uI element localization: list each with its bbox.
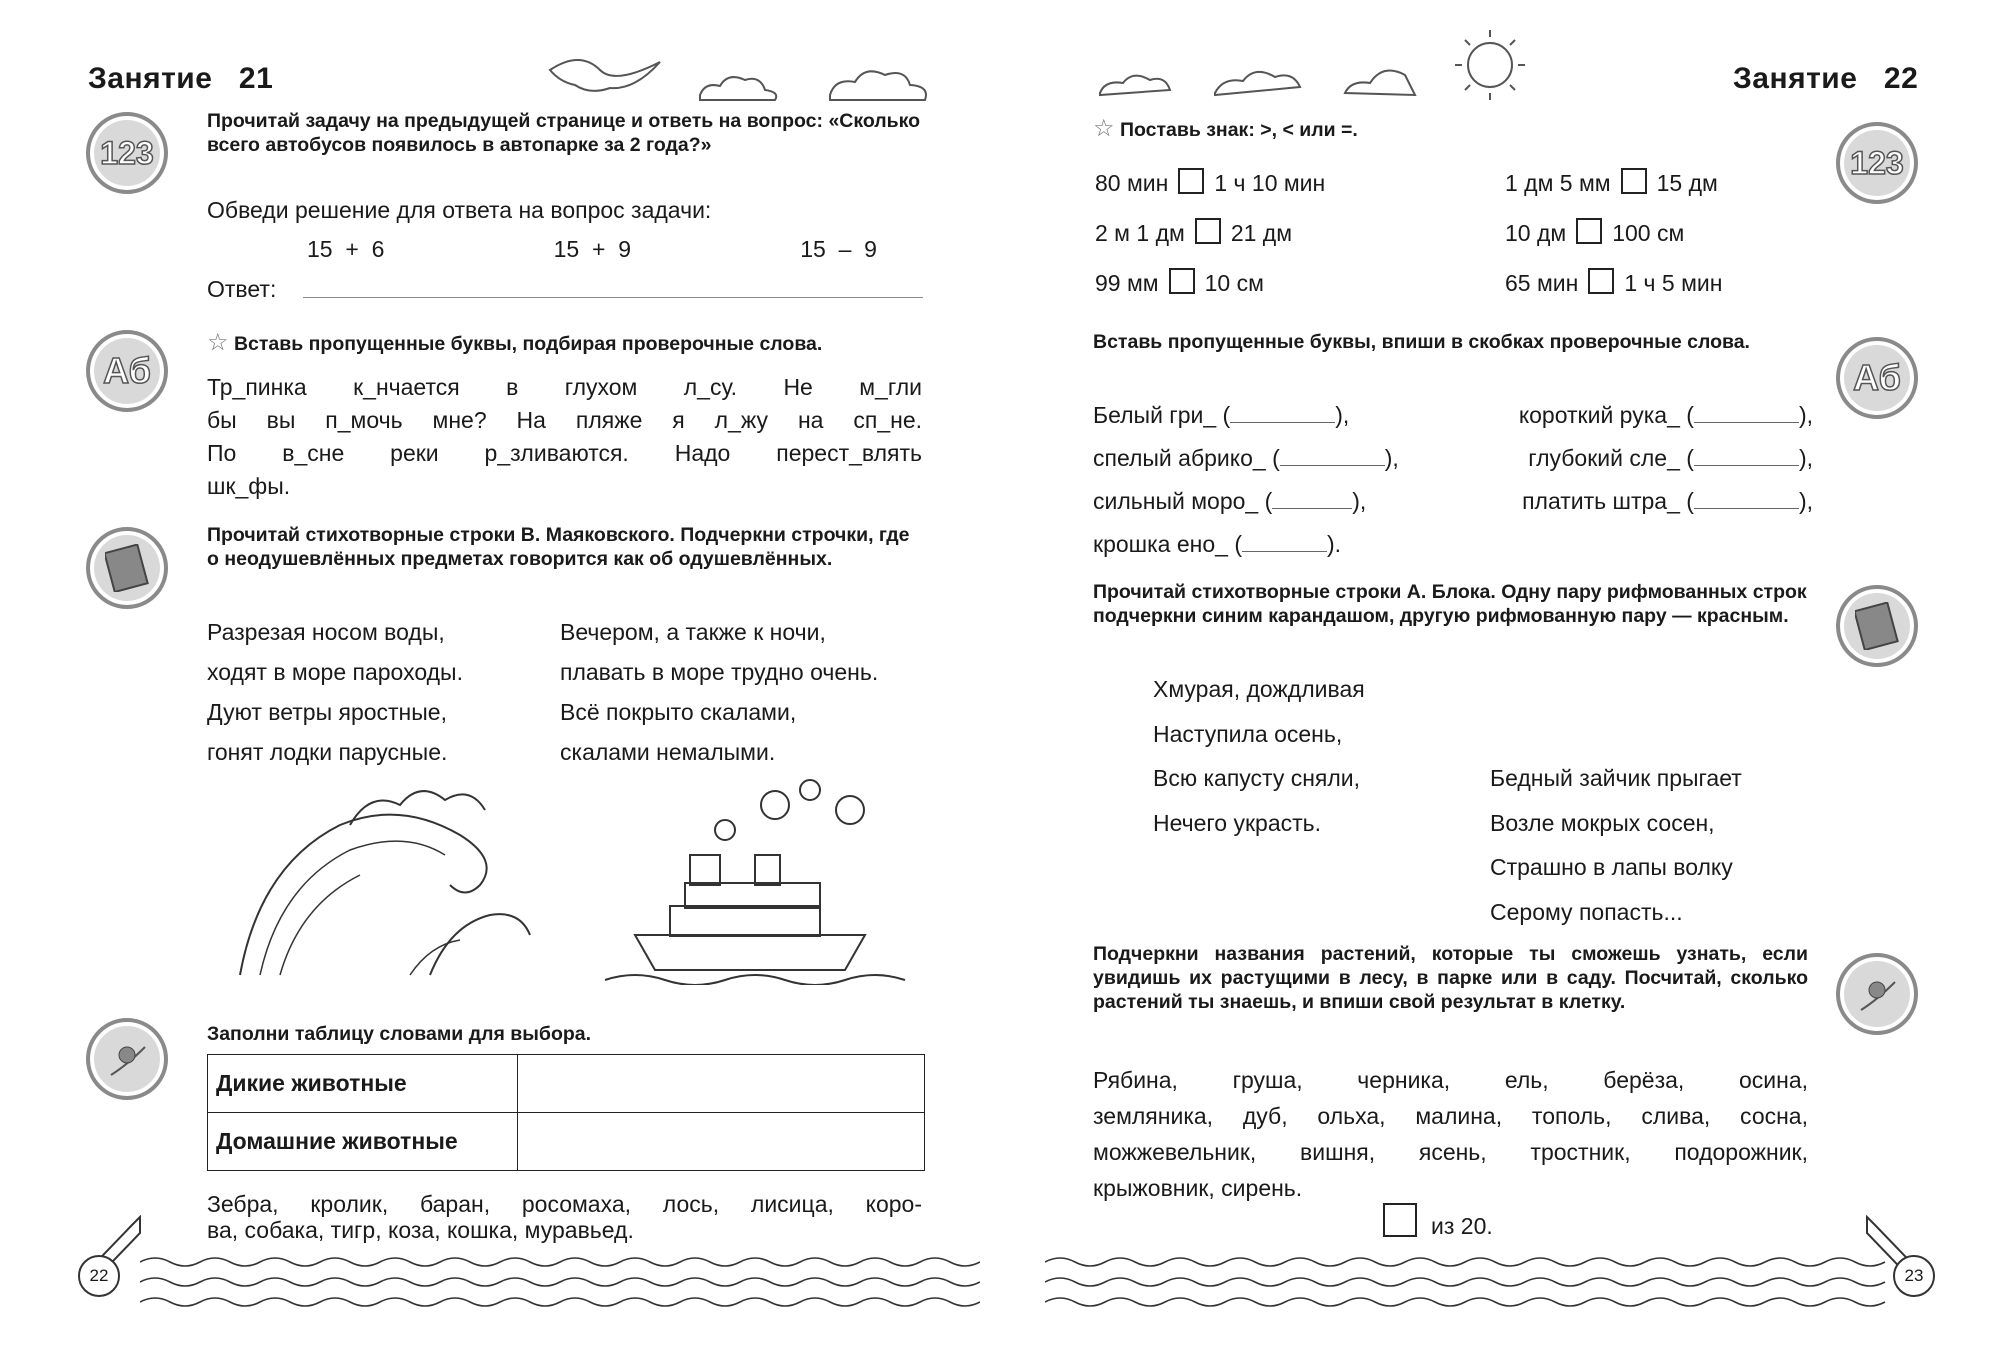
math-task-right: ☆ Поставь знак: >, < или =. [1093, 115, 1358, 142]
animals-table [207, 1054, 925, 1171]
compare-box[interactable] [1195, 218, 1221, 244]
animal-words: Зебра, кролик, баран, росомаха, лось, лисица, коро- ва, собака, тигр, коза, кошка, муравьед. [207, 1191, 922, 1243]
star-icon: ☆ [207, 329, 229, 356]
reading-task-right: Прочитай стихотворные строки А. Блока. Одну пару рифмованных строк подчеркни синим карандашом, другую рифмованную пару — красным. [1093, 581, 1807, 627]
poem-col2-left: Вечером, а также к ночи, плавать в море трудно очень. Всё покрыто скалами, скалами немалыми. [560, 619, 879, 765]
sun-icon [1455, 30, 1525, 100]
math-badge-left: 123 [86, 112, 168, 194]
ship-illustration [595, 775, 915, 985]
math-question-left: Прочитай задачу на предыдущей странице и ответь на вопрос: «Сколько всего автобусов появилось в автопарке за 2 года?» [207, 110, 921, 156]
table-row-label: Дикие животные [208, 1055, 518, 1113]
lesson-title-right: Занятие 22 [1733, 62, 1919, 95]
compare-grid [1095, 158, 1915, 308]
russian-badge-right: Аб [1836, 337, 1918, 419]
compare-row: 80 мин 1 ч 10 мин 1 дм 5 мм 15 дм [1095, 170, 1718, 196]
bird-icon [1855, 972, 1899, 1016]
compare-box[interactable] [1178, 168, 1204, 194]
table-row [208, 1055, 925, 1113]
math-instruction-left: Обведи решение для ответа на вопрос задачи: [207, 197, 712, 223]
compare-row: 2 м 1 дм 21 дм 10 дм 100 см [1095, 220, 1685, 246]
header-decoration-left [540, 50, 970, 110]
book-badge-right [1836, 585, 1918, 667]
answer-line[interactable] [303, 297, 923, 298]
answer-blank[interactable] [1230, 404, 1335, 423]
russian-text-left [207, 371, 922, 503]
table-row-label: Домашние животные [208, 1113, 518, 1171]
page-number-left: 22 [78, 1255, 120, 1297]
compare-box[interactable] [1169, 268, 1195, 294]
answer-blank[interactable] [1280, 447, 1385, 466]
plants-line: крыжовник, сирень. [1093, 1175, 1303, 1201]
compare-row: 99 мм 10 см 65 мин 1 ч 5 мин [1095, 270, 1723, 296]
russian-task-right: Вставь пропущенные буквы, впиши в скобках проверочные слова. [1093, 331, 1750, 353]
russian-items-right: Белый гри_ ( ), короткий рука_ ( ), спелый абрико_ ( ), глубокий сле_ ( ), сильный моро_ ( ), платить штра_ ( ), крошка ено_ ( ). [1093, 402, 1813, 557]
table-cell-input[interactable] [518, 1055, 925, 1113]
bird-icon [550, 60, 660, 91]
table-row [208, 1113, 925, 1171]
book-icon [105, 544, 149, 592]
plants-line: Рябина, груша, черника, ель, берёза, осина, [1093, 1067, 1808, 1093]
table-cell-input[interactable] [518, 1113, 925, 1171]
result-box[interactable] [1383, 1203, 1417, 1237]
text-line: бы вы п_мочь мне? На пляже я л_жу на сп_не. [207, 407, 922, 433]
page-number-right: 23 [1893, 1255, 1935, 1297]
option-3[interactable]: 15 – 9 [800, 236, 877, 262]
compare-box[interactable] [1576, 218, 1602, 244]
bird-icon [105, 1037, 149, 1081]
header-decoration-right [1095, 25, 1545, 110]
text-line: шк_фы. [207, 473, 291, 499]
answer-blank[interactable] [1694, 404, 1799, 423]
poem-col2-right: Бедный зайчик прыгает Возле мокрых сосен, Страшно в лапы волку Серому попасть... [1490, 765, 1742, 925]
wave-divider-right [1045, 1252, 1895, 1312]
cloud-icon [830, 71, 926, 100]
text-line: Тр_пинка к_нчается в глухом л_су. Не м_гли [207, 374, 922, 400]
option-1[interactable]: 15 + 6 [307, 236, 385, 262]
poem-col1-left: Разрезая носом воды, ходят в море пароходы. Дуют ветры яростные, гонят лодки парусные. [207, 619, 463, 765]
plants-line: земляника, дуб, ольха, малина, тополь, слива, сосна, [1093, 1103, 1808, 1129]
result-row: из 20. [1383, 1203, 1493, 1242]
answer-label: Ответ: [207, 276, 277, 302]
wave-illustration [230, 775, 570, 985]
poem-col1-right: Хмурая, дождливая Наступила осень, Всю капусту сняли, Нечего украсть. [1153, 676, 1365, 836]
russian-badge-left: Аб [86, 330, 168, 412]
bird-badge-right [1836, 953, 1918, 1035]
cloud-icon [1215, 72, 1300, 95]
plants-line: можжевельник, вишня, ясень, тростник, подорожник, [1093, 1139, 1808, 1165]
bird-badge-left [86, 1018, 168, 1100]
cloud-icon [1345, 71, 1415, 96]
plants-list [1093, 1062, 1808, 1206]
cloud-icon [1100, 76, 1170, 95]
compare-box[interactable] [1621, 168, 1647, 194]
text-line: По в_сне реки р_зливаются. Надо перест_влять [207, 440, 922, 466]
answer-blank[interactable] [1242, 533, 1327, 552]
cloud-icon [700, 77, 776, 100]
reading-task-left: Прочитай стихотворные строки В. Маяковского. Подчеркни строчки, где о неодушевлённых предметах говорится как об одушевлённых. [207, 524, 910, 570]
book-icon [1855, 602, 1899, 650]
world-task-right: Подчеркни названия растений, которые ты сможешь узнать, если увидишь их растущими в лесу, в парке или в саду. Посчитай, сколько растений ты знаешь, и впиши свой результат в клетку. [1093, 943, 1808, 1013]
answer-blank[interactable] [1272, 490, 1352, 509]
book-badge-left [86, 527, 168, 609]
math-badge-right: 123 [1836, 122, 1918, 204]
world-task-left: Заполни таблицу словами для выбора. [207, 1023, 592, 1045]
compare-box[interactable] [1588, 268, 1614, 294]
answer-blank[interactable] [1694, 490, 1799, 509]
option-2[interactable]: 15 + 9 [553, 236, 631, 262]
math-options [307, 233, 877, 265]
wave-divider-left [140, 1252, 980, 1312]
star-icon: ☆ [1093, 115, 1115, 142]
russian-task-left: ☆ Вставь пропущенные буквы, подбирая проверочные слова. [207, 329, 823, 356]
lesson-title-left: Занятие 21 [88, 62, 274, 95]
answer-blank[interactable] [1694, 447, 1799, 466]
